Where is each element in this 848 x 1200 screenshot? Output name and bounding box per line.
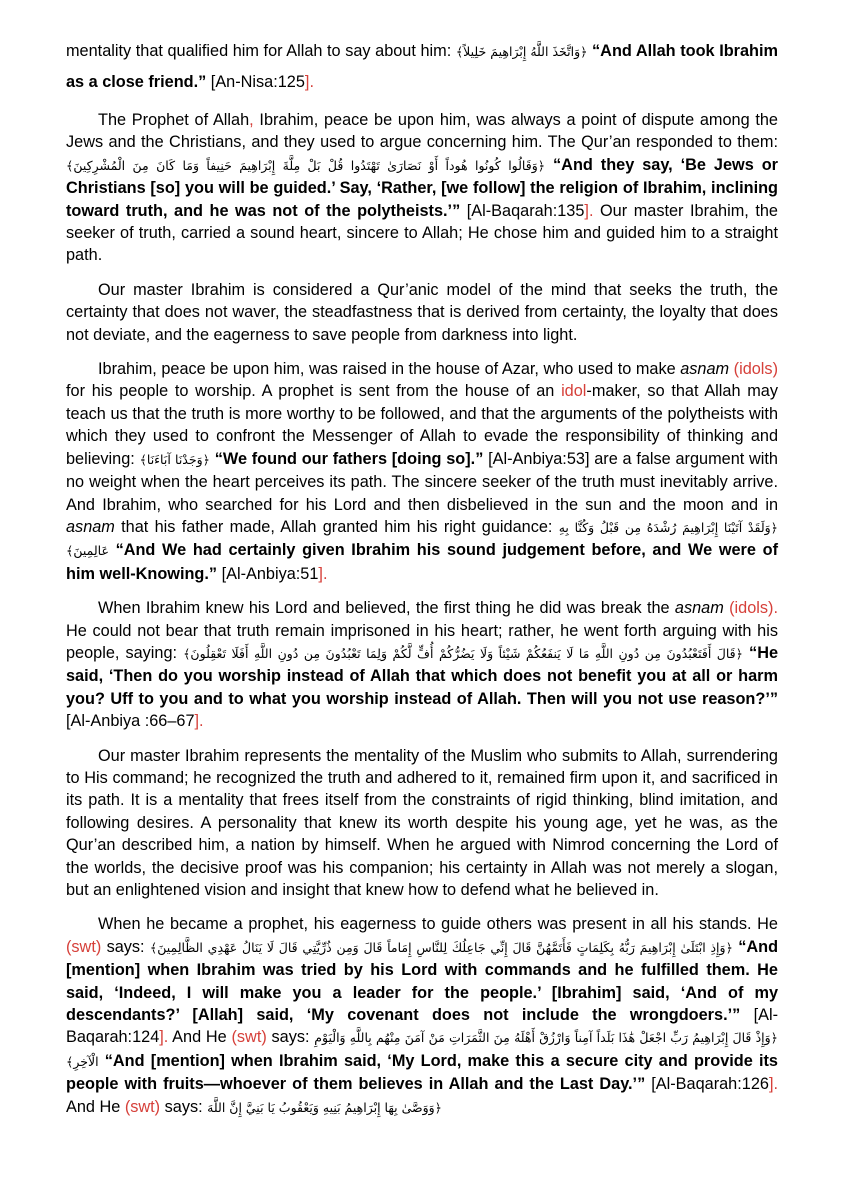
paragraph-4 bbox=[66, 358, 778, 585]
paragraph-6 bbox=[66, 745, 778, 902]
document-page bbox=[66, 36, 778, 1131]
text: Our master Ibrahim, the seeker of truth, carried a sound heart, sincere to Allah; He chose him and guided him to a straight path. bbox=[66, 201, 778, 265]
verse-translation: “And [mention] when Ibrahim said, ‘My Lord, make this a secure city and provide its people with fruits—whoever of them believes in Allah and the Last Day.’” bbox=[66, 1051, 778, 1094]
verse-translation: “And Allah took bbox=[587, 42, 715, 60]
swt-mark: (swt) bbox=[231, 1028, 267, 1047]
text: The Prophet of Allah bbox=[98, 111, 250, 129]
arabic-verse: ﴿قَالَ أَفَتَعْبُدُونَ مِن دُونِ اللَّهِ مَا لَا يَنفَعُكُمْ شَيْئاً وَلَا يَضُرُّكُمْ أُفٍّ لَّكُمْ وَلِمَا تَعْبُدُونَ مِن دُونِ اللَّهِ أَفَلَا تَعْقِلُونَ﴾ bbox=[183, 645, 743, 661]
text: says: bbox=[266, 1028, 315, 1047]
citation-bracket: ]. bbox=[159, 1028, 169, 1047]
text: Ibrahim, peace be upon him, was always a point of dispute among the Jews and the Christians, and they used to argue concerning him. The Qur’an responded to them: bbox=[66, 111, 778, 152]
paragraph-2 bbox=[66, 109, 778, 267]
italic-term: asnam bbox=[674, 599, 724, 618]
citation: [An-Nisa:125 bbox=[206, 73, 305, 91]
arabic-verse: ﴿وَلَقَدْ آتَيْنَا إِبْرَاهِيمَ رُشْدَهُ مِن قَبْلُ وَكُنَّا بِهِ عَالِمِينَ﴾ bbox=[66, 519, 778, 559]
red-mark: , bbox=[249, 111, 254, 129]
citation: [Al-Anbiya:51 bbox=[217, 564, 319, 583]
text: says: bbox=[160, 1097, 208, 1116]
arabic-verse: ﴿وَاتَّخَذَ اللَّهُ إِبْرَاهِيمَ خَلِيلاً﴾ bbox=[455, 44, 588, 59]
red-term: idols bbox=[739, 360, 773, 379]
text: Ibrahim, peace be upon him, was raised in the house of Azar, who used to make bbox=[98, 360, 681, 379]
arabic-verse: ﴿وَجَدْنَا آبَاءَنَا﴾ bbox=[139, 451, 210, 467]
text: Our master Ibrahim is considered a Qur’anic model of the mind that seeks the truth, the certainty that does not waver, the steadfastness that is derived from certainty, the loyalty that does not deviate, and the eagerness to save people from darkness into light. bbox=[66, 280, 778, 344]
verse-translation: “We found our fathers [doing so].” bbox=[209, 449, 484, 468]
paragraph-1 bbox=[66, 36, 778, 97]
text: for his people to worship. A prophet is sent from the house of an bbox=[66, 382, 562, 401]
text: And He bbox=[66, 1097, 125, 1116]
citation: [Al-Baqarah:124 bbox=[66, 1006, 778, 1047]
text: When Ibrahim knew his Lord and believed, the first thing he did was break the bbox=[98, 599, 675, 618]
verse-translation: “And [mention] when Ibrahim was tried by his Lord with commands and he fulfilled them. He said, ‘Indeed, I will make you a leader for the people.’ [Ibrahim] said, ‘And of my descendants?’ [Allah] said, ‘My covenant does not include the wrongdoers.’” bbox=[66, 937, 779, 1025]
italic-term: asnam bbox=[680, 360, 730, 379]
citation-bracket: ]. bbox=[768, 1075, 778, 1094]
arabic-verse: ﴿وَقَالُوا كُونُوا هُوداً أَوْ نَصَارَىٰ تَهْتَدُوا قُلْ بَلْ مِلَّةَ إِبْرَاهِيمَ حَنِيفاً وَمَا كَانَ مِنَ الْمُشْرِكِينَ﴾ bbox=[66, 157, 546, 173]
paragraph-3 bbox=[66, 279, 778, 346]
verse-translation: “And they say, ‘Be Jews or Christians [so] you will be guided.’ Say, ‘Rather, [we follow] the religion of Ibrahim, inclining toward truth, and he was not of the polytheists.’” bbox=[66, 155, 778, 220]
citation-bracket: ]. bbox=[304, 73, 314, 91]
red-term: (idols). bbox=[723, 599, 778, 618]
citation-bracket: ]. bbox=[318, 564, 328, 583]
verse-translation: “He said, ‘Then do you worship instead of Allah that which does not benefit you at all or harm you? Uff to you and to what you worship instead of Allah. Then will you not use reason?’” bbox=[66, 643, 779, 708]
text: When he became a prophet, his eagerness to guide others was present in all his stands. He bbox=[98, 915, 778, 934]
text: mentality that qualified him for Allah to say about him: bbox=[66, 42, 456, 60]
paragraph-7 bbox=[66, 913, 778, 1119]
italic-term: asnam bbox=[66, 517, 115, 536]
citation-bracket: ]. bbox=[584, 201, 594, 220]
swt-mark: (swt) bbox=[124, 1097, 161, 1116]
arabic-verse: ﴿وَإِذِ ابْتَلَىٰ إِبْرَاهِيمَ رَبُّهُ بِكَلِمَاتٍ فَأَتَمَّهُنَّ قَالَ إِنِّي جَاعِلُكَ لِلنَّاسِ إِمَاماً قَالَ وَمِن ذُرِّيَّتِي قَالَ لَا يَنَالُ عَهْدِي الظَّالِمِينَ﴾ bbox=[149, 939, 733, 955]
verse-translation: “And We had certainly given Ibrahim his sound judgement before, and We were of him well-Knowing.” bbox=[66, 541, 778, 583]
red-term: idol bbox=[561, 382, 587, 401]
text: says: bbox=[101, 937, 150, 956]
text: -maker, so that Allah may teach us that the truth is more worthy to be followed, and that the arguments of the polytheists with which they used to confront the Messenger of Allah to evade the responsibility of thinking and believing: bbox=[66, 382, 778, 468]
citation: [Al-Baqarah:126 bbox=[645, 1075, 769, 1094]
verse-translation: Ibrahim as a close friend.” bbox=[66, 42, 778, 91]
text: that his father made, Allah granted him his right guidance: bbox=[114, 517, 559, 536]
arabic-verse: ﴿وَإِذْ قَالَ إِبْرَاهِيمُ رَبِّ اجْعَلْ هَٰذَا بَلَداً آمِناً وَارْزُقْ أَهْلَهُ مِنَ الثَّمَرَاتِ مَنْ آمَنَ مِنْهُم بِاللَّهِ وَالْيَوْمِ الْآخِرِ﴾ bbox=[66, 1030, 778, 1069]
text: And He bbox=[168, 1028, 232, 1047]
citation: [Al-Anbiya :66–67 bbox=[66, 712, 195, 731]
swt-mark: (swt) bbox=[66, 937, 102, 956]
text: Our master Ibrahim represents the mentality of the Muslim who submits to Allah, surrendering to His command; he recognized the truth and adhered to it, remained firm upon it, and sacrificed in its path. It is a mentality that frees itself from the constraints of rigid thinking, blind imitation, and following desires. A personality that knew its worth despite his young age, yet he was, as the Qur’an described him, a nation by himself. When he argued with Nimrod concerning the Lord of the worlds, the decisive proof was his companion; his certainty in Allah was not merely a slogan, but an enlightened vision and insight that knew how to defend what he believed in. bbox=[66, 746, 778, 899]
text: He could not bear that truth remain imprisoned in his heart; rather, he went forth arguing with his people, saying: bbox=[66, 621, 778, 662]
paragraph-5 bbox=[66, 597, 778, 732]
text: [Al-Anbiya:53] are a false argument with no weight when the heart perceives its path. The sincere seeker of the truth must inevitably arrive. And Ibrahim, who searched for his Lord and then disbelieved in the sun and the moon and in bbox=[66, 449, 778, 514]
red-mark: ( bbox=[729, 360, 740, 379]
citation: [Al-Baqarah:135 bbox=[460, 201, 585, 220]
arabic-verse: ﴿وَوَصَّىٰ بِهَا إِبْرَاهِيمُ بَنِيهِ وَيَعْقُوبُ يَا بَنِيَّ إِنَّ اللَّهَ bbox=[207, 1099, 442, 1115]
red-mark: ) bbox=[772, 360, 778, 379]
citation-bracket: ]. bbox=[194, 712, 204, 731]
